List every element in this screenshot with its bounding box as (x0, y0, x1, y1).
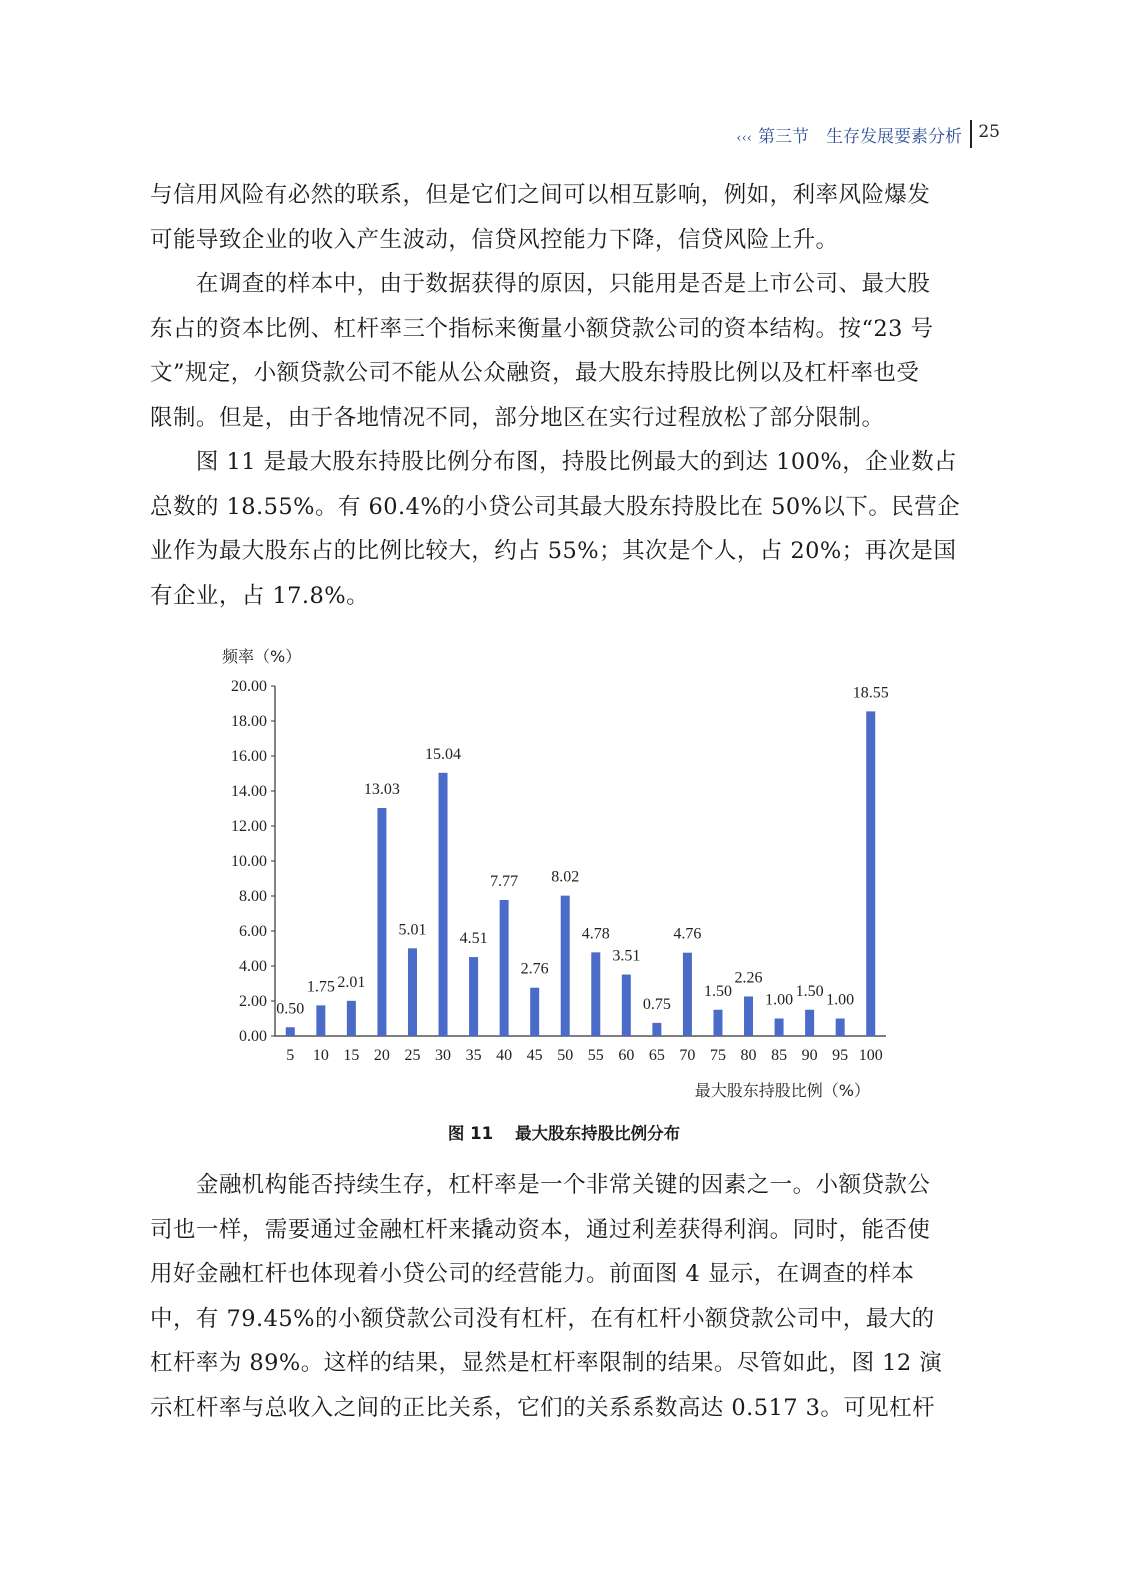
text-line: 图 11 是最大股东持股比例分布图，持股比例最大的到达 100%，企业数占 (150, 449, 957, 475)
text-line: 可能导致企业的收入产生波动，信贷风控能力下降，信贷风险上升。 (150, 226, 839, 253)
data-label: 13.03 (363, 780, 400, 798)
bar-70 (683, 953, 692, 1036)
text-line: 有企业，占 17.8%。 (150, 582, 370, 609)
bar-85 (775, 1019, 784, 1037)
bar-45 (530, 988, 539, 1036)
data-label: 2.76 (520, 960, 549, 978)
bar-40 (500, 900, 509, 1036)
text-line: 文”规定，小额贷款公司不能从公众融资，最大股东持股比例以及杠杆率也受 (150, 360, 920, 386)
page-number: 25 (978, 122, 1000, 142)
bar-10 (316, 1005, 325, 1036)
x-tick-label: 50 (557, 1047, 574, 1064)
y-tick-label: 6.00 (239, 923, 267, 940)
data-label: 7.77 (490, 873, 519, 891)
x-tick-label: 55 (587, 1047, 604, 1064)
bar-5 (286, 1027, 295, 1036)
x-tick-label: 90 (801, 1047, 818, 1064)
data-label: 1.50 (703, 982, 732, 1000)
text-line: 业作为最大股东占的比例比较大，约占 55%；其次是个人，占 20%；再次是国 (150, 538, 957, 564)
x-tick-label: 40 (496, 1047, 513, 1064)
data-label: 15.04 (425, 745, 462, 763)
bar-55 (591, 952, 600, 1036)
bar-80 (744, 996, 753, 1036)
text-line: 中，有 79.45%的小额贷款公司没有杠杆，在有杠杆小额贷款公司中，最大的 (150, 1305, 935, 1332)
text-line: 金融机构能否持续生存，杠杆率是一个非常关键的因素之一。小额贷款公 (150, 1172, 931, 1198)
data-label: 2.01 (337, 973, 366, 991)
text-line: 司也一样，需要通过金融杠杆来撬动资本，通过利差获得利润。同时，能否使 (150, 1216, 931, 1243)
x-tick-label: 45 (526, 1047, 543, 1064)
bar-95 (836, 1019, 845, 1037)
y-tick-label: 8.00 (239, 888, 267, 905)
data-label: 1.75 (306, 978, 335, 996)
data-label: 4.51 (459, 930, 488, 948)
data-label: 5.01 (398, 921, 427, 939)
x-tick-label: 95 (832, 1047, 849, 1064)
data-label: 8.02 (551, 868, 580, 886)
data-label: 2.26 (734, 969, 763, 987)
data-label: 4.76 (673, 925, 702, 943)
bar-50 (561, 896, 570, 1036)
bar-100 (866, 711, 875, 1036)
bar-65 (652, 1023, 661, 1036)
bar-15 (347, 1001, 356, 1036)
y-tick-label: 12.00 (231, 818, 267, 835)
y-tick-label: 2.00 (239, 993, 267, 1010)
bar-20 (377, 808, 386, 1036)
y-tick-label: 0.00 (239, 1028, 267, 1045)
x-axis-title: 最大股东持股比例（%） (694, 1081, 870, 1100)
y-tick-label: 4.00 (239, 958, 267, 975)
y-tick-label: 20.00 (231, 678, 267, 695)
x-tick-label: 100 (858, 1047, 883, 1064)
y-tick-label: 18.00 (231, 713, 267, 730)
text-line: 与信用风险有必然的联系，但是它们之间可以相互影响，例如，利率风险爆发 (150, 182, 931, 208)
paragraph-4 (150, 1163, 970, 1430)
x-tick-label: 85 (771, 1047, 788, 1064)
section-title-text: 第三节 生存发展要素分析 (758, 127, 962, 147)
x-tick-label: 60 (618, 1047, 635, 1064)
x-tick-label: 15 (343, 1047, 360, 1064)
y-tick-label: 14.00 (231, 783, 267, 800)
data-label: 1.00 (765, 991, 794, 1009)
text-line: 杠杆率为 89%。这样的结果，显然是杠杆率限制的结果。尽管如此，图 12 演 (150, 1350, 943, 1376)
data-label: 3.51 (612, 947, 641, 965)
x-tick-label: 65 (648, 1047, 665, 1064)
y-axis-title: 频率（%） (222, 647, 302, 666)
y-tick-label: 16.00 (231, 748, 267, 765)
data-label: 1.00 (826, 991, 855, 1009)
data-label: 18.55 (852, 684, 889, 702)
chevron-left-icon: ‹‹‹ (736, 131, 752, 146)
x-tick-label: 75 (709, 1047, 726, 1064)
bar-90 (805, 1010, 814, 1036)
data-label: 1.50 (795, 982, 824, 1000)
y-tick-label: 10.00 (231, 853, 267, 870)
data-label: 0.50 (276, 1000, 305, 1018)
bar-35 (469, 957, 478, 1036)
data-label: 0.75 (642, 995, 671, 1013)
bar-25 (408, 948, 417, 1036)
text-line: 限制。但是，由于各地情况不同，部分地区在实行过程放松了部分限制。 (150, 404, 885, 431)
bar-30 (439, 773, 448, 1036)
x-tick-label: 80 (740, 1047, 757, 1064)
x-tick-label: 70 (679, 1047, 696, 1064)
text-line: 总数的 18.55%。有 60.4%的小贷公司其最大股东持股比在 50%以下。民营企 (150, 493, 961, 520)
bar-75 (713, 1010, 722, 1036)
figure-number: 图 11 (447, 1124, 494, 1143)
figure-caption (0, 1120, 1128, 1144)
text-line: 示杠杆率与总收入之间的正比关系，它们的关系系数高达 0.517 3。可见杠杆 (150, 1394, 936, 1421)
text-line: 东占的资本比例、杠杆率三个指标来衡量小额贷款公司的资本结构。按“23 号 (150, 315, 934, 342)
x-tick-label: 25 (404, 1047, 421, 1064)
figure-title: 最大股东持股比例分布 (515, 1124, 681, 1143)
x-tick-label: 10 (312, 1047, 329, 1064)
x-tick-label: 5 (286, 1047, 295, 1064)
x-tick-label: 30 (435, 1047, 452, 1064)
x-tick-label: 35 (465, 1047, 482, 1064)
data-label: 4.78 (581, 925, 610, 943)
text-line: 用好金融杠杆也体现着小贷公司的经营能力。前面图 4 显示，在调查的样本 (150, 1261, 915, 1287)
x-tick-label: 20 (373, 1047, 390, 1064)
text-line: 在调查的样本中，由于数据获得的原因，只能用是否是上市公司、最大股 (150, 271, 931, 297)
bar-60 (622, 975, 631, 1036)
